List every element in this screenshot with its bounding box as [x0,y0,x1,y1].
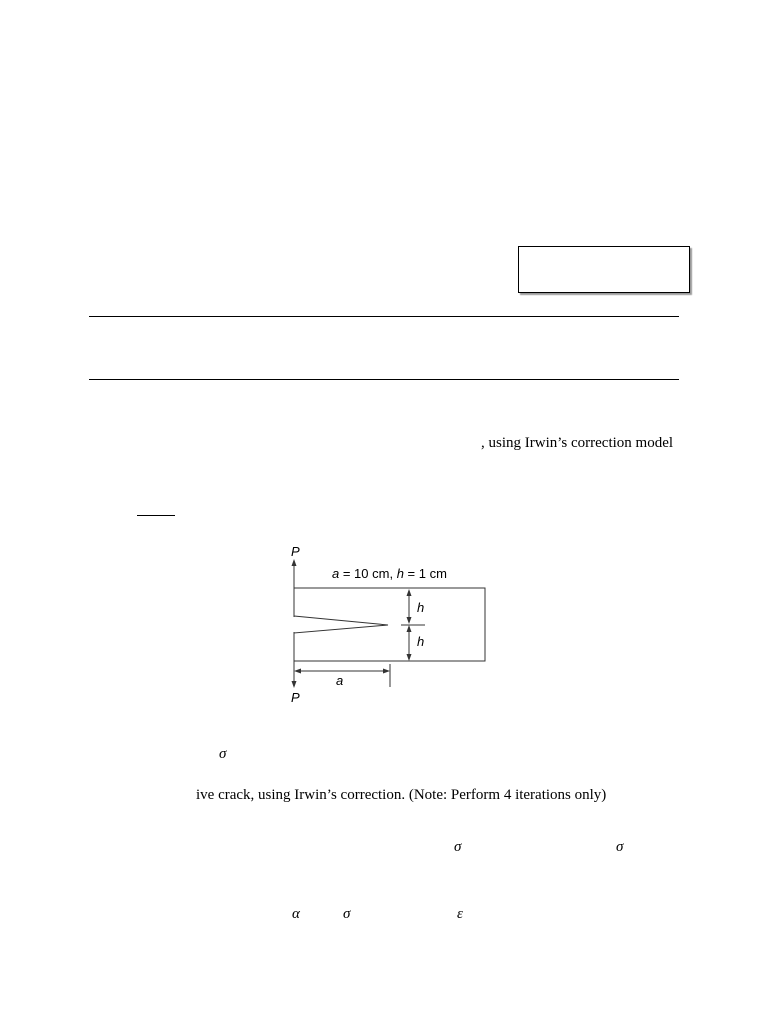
sigma-symbol-4: σ [343,906,351,922]
score-box [518,246,690,293]
sigma-symbol-2: σ [454,839,462,855]
iteration-note-text: ive crack, using Irwin’s correction. (Note: Perform 4 iterations only) [196,787,607,803]
header-rule-top [89,316,679,317]
sigma-symbol-3: σ [616,839,624,855]
cracked-specimen-figure [280,540,500,710]
load-label-top: P [291,544,300,559]
irwin-correction-text: , using Irwin’s correction model [481,435,674,451]
dimension-caption: a = 10 cm, h = 1 cm [332,566,447,581]
underlined-label-stub [137,515,175,516]
header-rule-bottom [89,379,679,380]
alpha-symbol: α [292,906,300,922]
a-label: a [336,673,344,688]
h-label-upper: h [417,600,425,615]
crack-notch [294,616,388,633]
h-label-lower: h [417,634,425,649]
load-label-bottom: P [291,690,300,705]
sigma-symbol-1: σ [219,746,227,762]
epsilon-symbol: ε [457,906,463,922]
